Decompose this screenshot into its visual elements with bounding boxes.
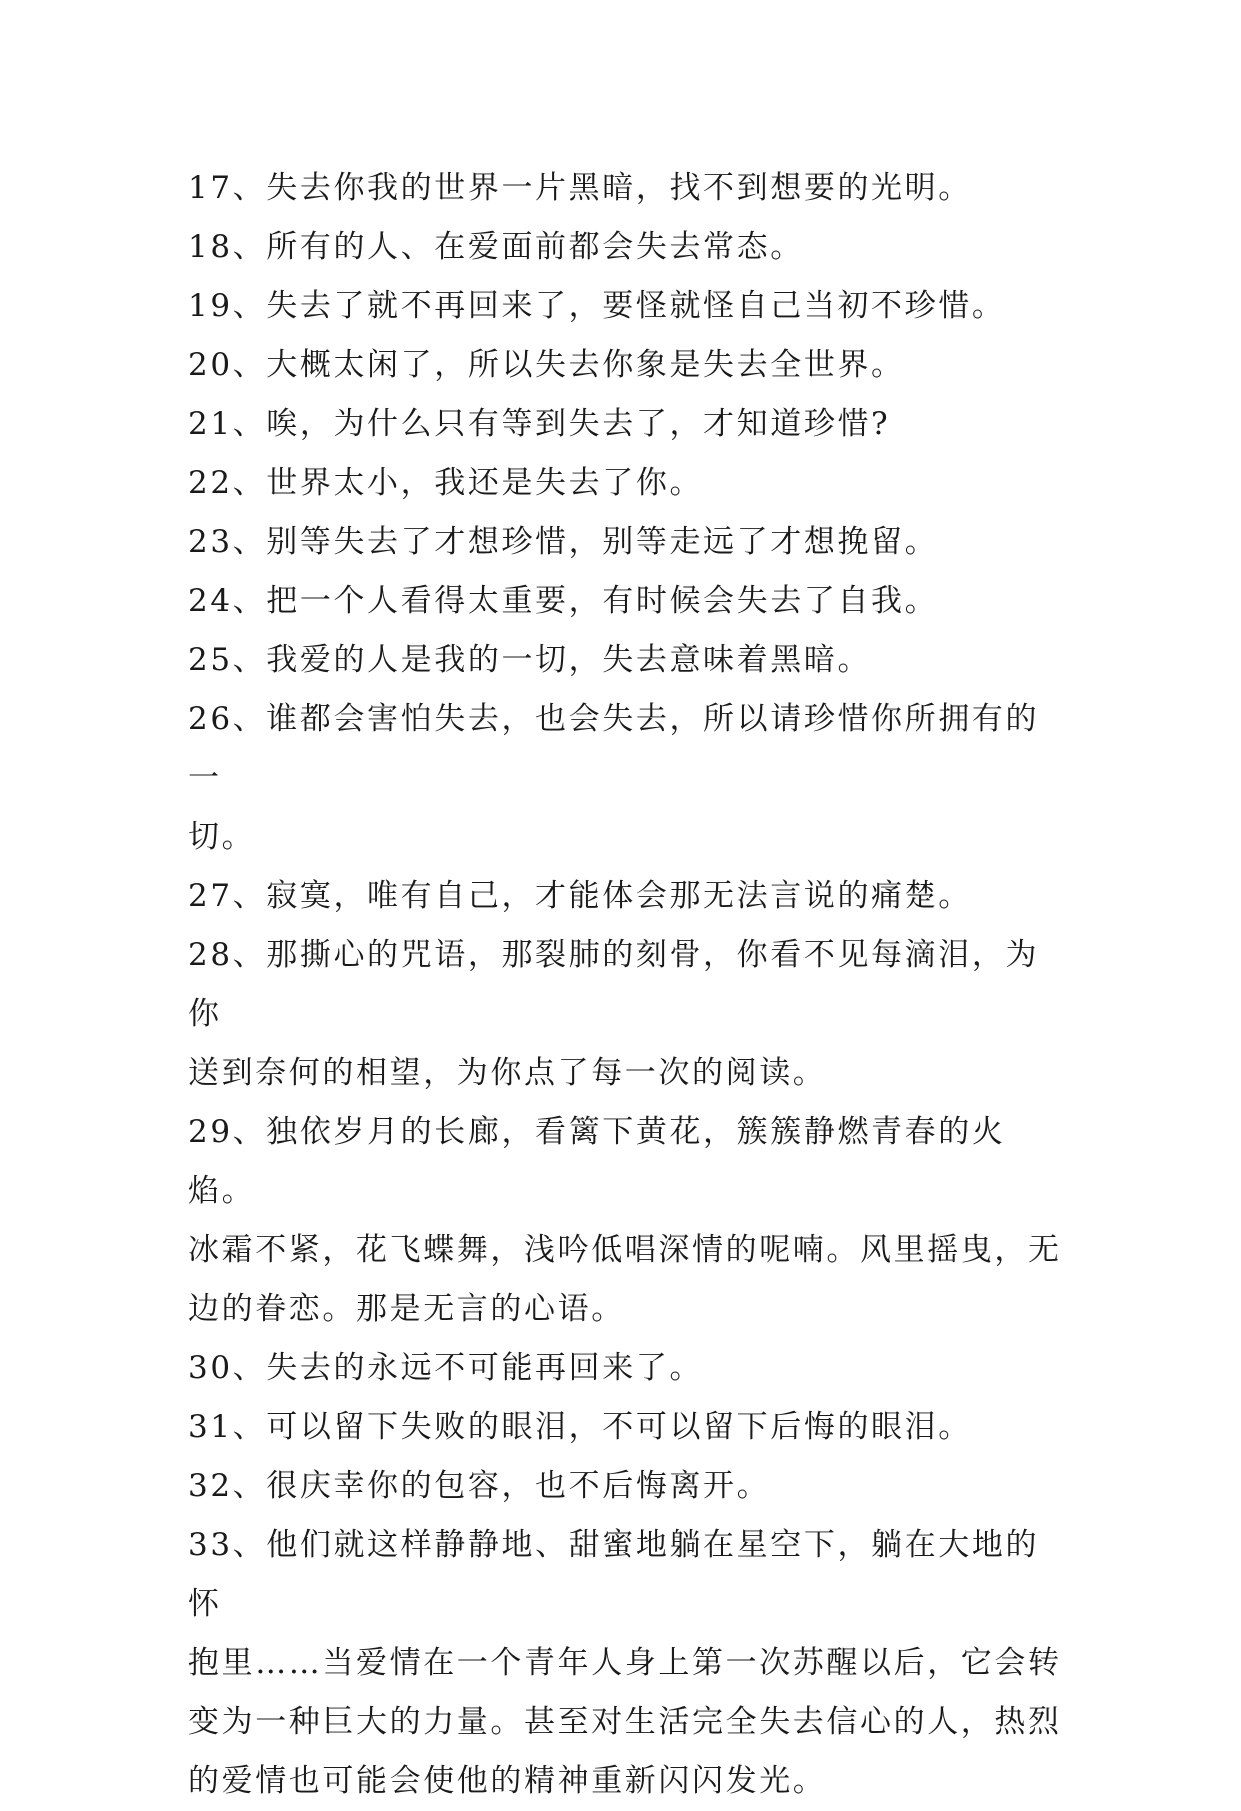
text-line: 边的眷恋。那是无言的心语。 xyxy=(188,1291,625,1327)
text-line: 29、独依岁月的长廊，看篱下黄花，簇簇静燃青春的火焰。 xyxy=(188,1114,1006,1209)
text-line: 27、寂寞，唯有自己，才能体会那无法言说的痛楚。 xyxy=(188,878,972,914)
text-line: 26、谁都会害怕失去，也会失去，所以请珍惜你所拥有的一 xyxy=(188,701,1040,796)
text-line: 25、我爱的人是我的一切，失去意味着黑暗。 xyxy=(188,642,872,678)
text-line: 31、可以留下失败的眼泪，不可以留下后悔的眼泪。 xyxy=(188,1409,972,1445)
text-line: 22、世界太小，我还是失去了你。 xyxy=(188,465,704,501)
text-line: 21、唉，为什么只有等到失去了，才知道珍惜? xyxy=(188,406,891,442)
text-line: 18、所有的人、在爱面前都会失去常态。 xyxy=(188,229,804,265)
text-line: 冰霜不紧，花飞蝶舞，浅吟低唱深情的呢喃。风里摇曳，无 xyxy=(188,1232,1062,1268)
text-line: 33、他们就这样静静地、甜蜜地躺在星空下，躺在大地的怀 xyxy=(188,1527,1040,1622)
text-line: 变为一种巨大的力量。甚至对生活完全失去信心的人，热烈 xyxy=(188,1704,1062,1740)
text-line: 23、别等失去了才想珍惜，别等走远了才想挽留。 xyxy=(188,524,939,560)
text-line: 切。 xyxy=(188,819,256,855)
text-line: 19、失去了就不再回来了，要怪就怪自己当初不珍惜。 xyxy=(188,288,1006,324)
text-line: 20、大概太闲了，所以失去你象是失去全世界。 xyxy=(188,347,905,383)
document-body xyxy=(188,159,1068,1811)
text-line: 24、把一个人看得太重要，有时候会失去了自我。 xyxy=(188,583,939,619)
text-line: 17、失去你我的世界一片黑暗，找不到想要的光明。 xyxy=(188,170,972,206)
text-line: 30、失去的永远不可能再回来了。 xyxy=(188,1350,704,1386)
text-line: 抱里……当爱情在一个青年人身上第一次苏醒以后，它会转 xyxy=(188,1645,1062,1681)
text-line: 28、那撕心的咒语，那裂肺的刻骨，你看不见每滴泪，为你 xyxy=(188,937,1040,1032)
text-line: 的爱情也可能会使他的精神重新闪闪发光。 xyxy=(188,1763,827,1799)
text-line: 32、很庆幸你的包容，也不后悔离开。 xyxy=(188,1468,771,1504)
text-line: 送到奈何的相望，为你点了每一次的阅读。 xyxy=(188,1055,827,1091)
